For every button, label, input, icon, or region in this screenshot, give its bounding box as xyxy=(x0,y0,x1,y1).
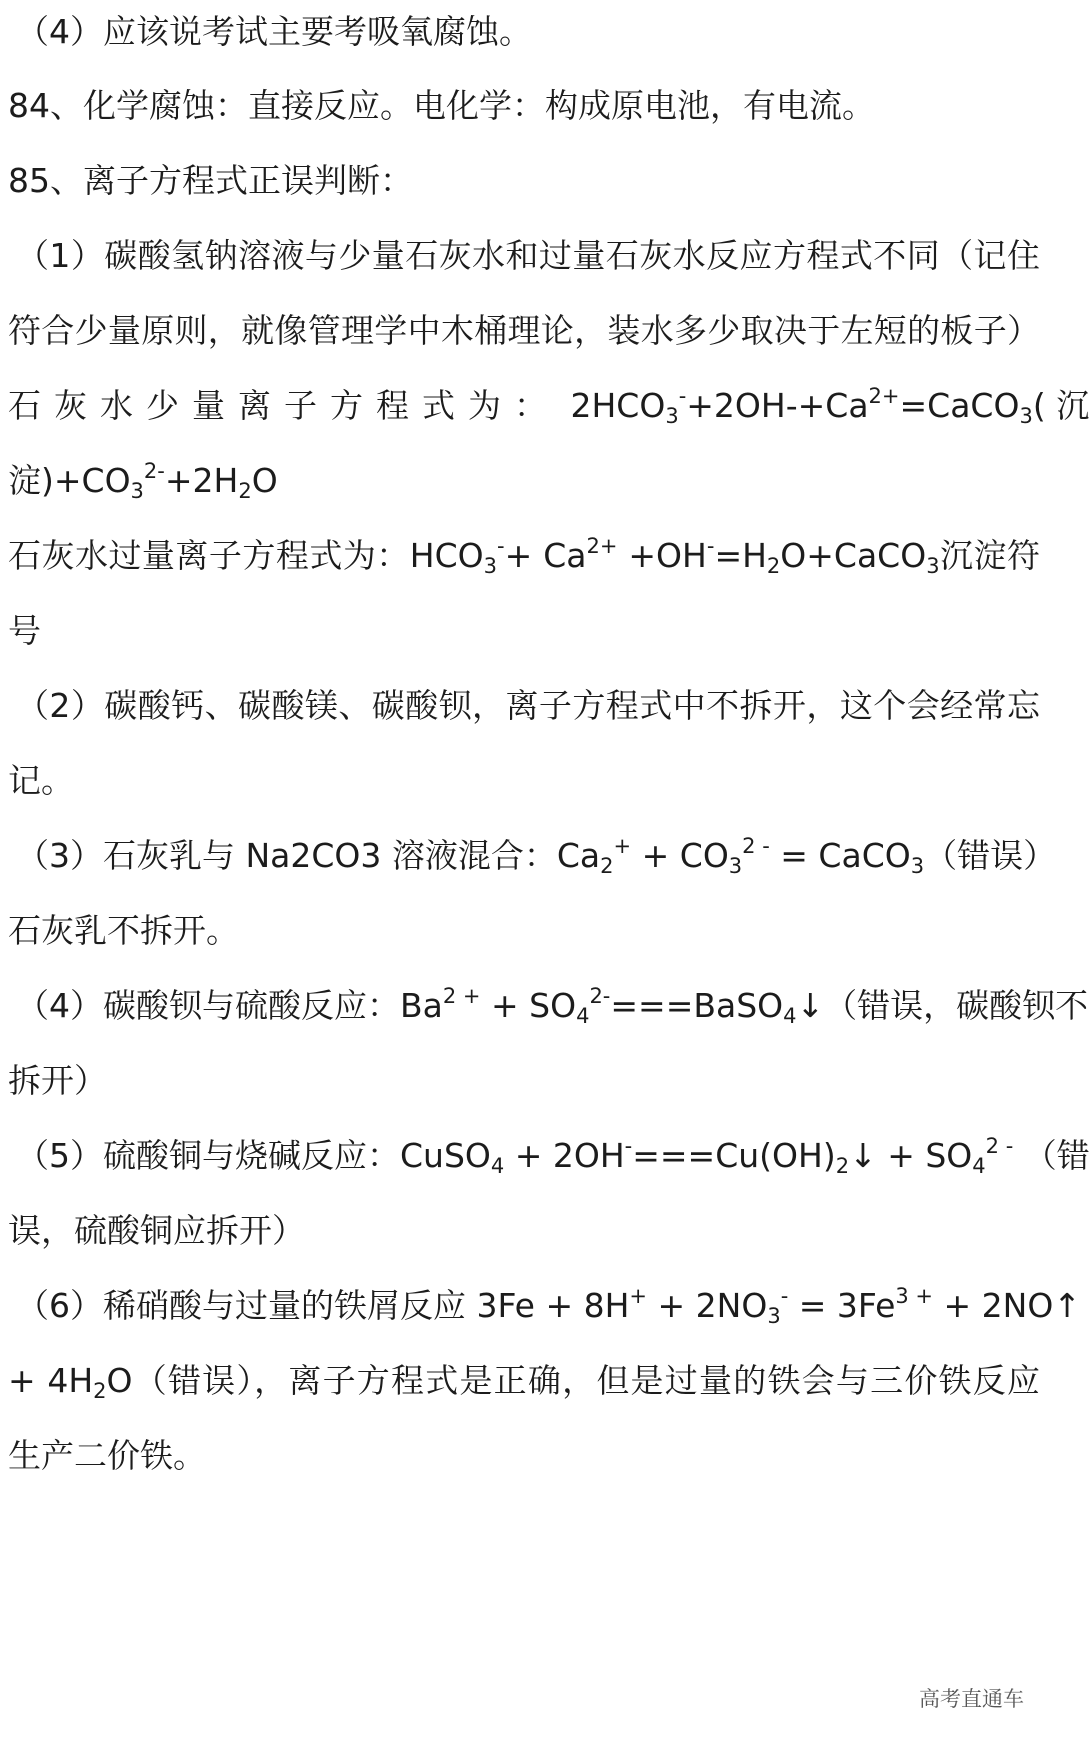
equation-line-6-nitric: （6）稀硝酸与过量的铁屑反应 $3Fe + 8H^+ + 2NO_3^- = 3Fe^{3 +}$ + 2NO↑ xyxy=(16,1284,1081,1328)
text-line-3-note: 石灰乳不拆开。 xyxy=(8,911,239,950)
equation-line-3-lime-milk: （3）石灰乳与 Na2CO3 溶液混合：$Ca_2^+ + CO_3^{2 -}$ = CaCO$_3$（错误） xyxy=(16,834,1057,878)
watermark-text: 高考直通车 xyxy=(919,1687,1024,1711)
equation-line-limewater-little: 石灰水少量离子方程式为： $2HCO_3^-+2OH-+Ca^{2+}=CaCO_3$( 沉 xyxy=(8,384,1090,428)
text-line-2-carbonates: （2）碳酸钙、碳酸镁、碳酸钡，离子方程式中不拆开，这个会经常忘 xyxy=(16,686,1040,725)
equation-line-5-copper: （5）硫酸铜与烧碱反应：CuSO$_4$ + $2OH^-===Cu(OH)_2↓ + SO_4^{2 -}$ （错 xyxy=(16,1134,1090,1178)
text-line-1-principle: 符合少量原则，就像管理学中木桶理论，装水多少取决于左短的板子） xyxy=(8,311,1040,350)
text-line-symbol: 号 xyxy=(8,611,41,650)
text-line-4-note: 拆开） xyxy=(8,1061,107,1100)
equation-label: 石灰水少量离子方程式为： xyxy=(8,386,560,425)
equation-line-limewater-little-cont: 淀)$+CO_3^{2-}+2H_2O$ xyxy=(8,459,278,503)
text-line-2-remember: 记。 xyxy=(8,761,74,800)
text-line-84-corrosion: 84、化学腐蚀：直接反应。电化学：构成原电池，有电流。 xyxy=(8,86,875,125)
text-line-5-note: 误，硫酸铜应拆开） xyxy=(8,1211,305,1250)
equation-line-6-cont: + $4H_2O$（错误），离子方程式是正确，但是过量的铁会与三价铁反应 xyxy=(8,1361,1040,1403)
text-line-85-heading: 85、离子方程式正误判断： xyxy=(8,161,413,200)
equation-line-4-barium: （4）碳酸钡与硫酸反应：$Ba^{2 +}$ + $SO_4^{2-}===BaSO_4↓$（错误，碳酸钡不 xyxy=(16,984,1089,1028)
text-line-6-end: 生产二价铁。 xyxy=(8,1436,206,1475)
text-line-4-oxygen-corrosion: （4）应该说考试主要考吸氧腐蚀。 xyxy=(16,12,532,51)
equation-line-limewater-excess: 石灰水过量离子方程式为：$HCO_3^-+ Ca^{2+}$ $+OH^-=H_2O+CaCO_3$沉淀符 xyxy=(8,534,1041,578)
text-line-1-intro: （1）碳酸氢钠溶液与少量石灰水和过量石灰水反应方程式不同（记住 xyxy=(16,236,1040,275)
